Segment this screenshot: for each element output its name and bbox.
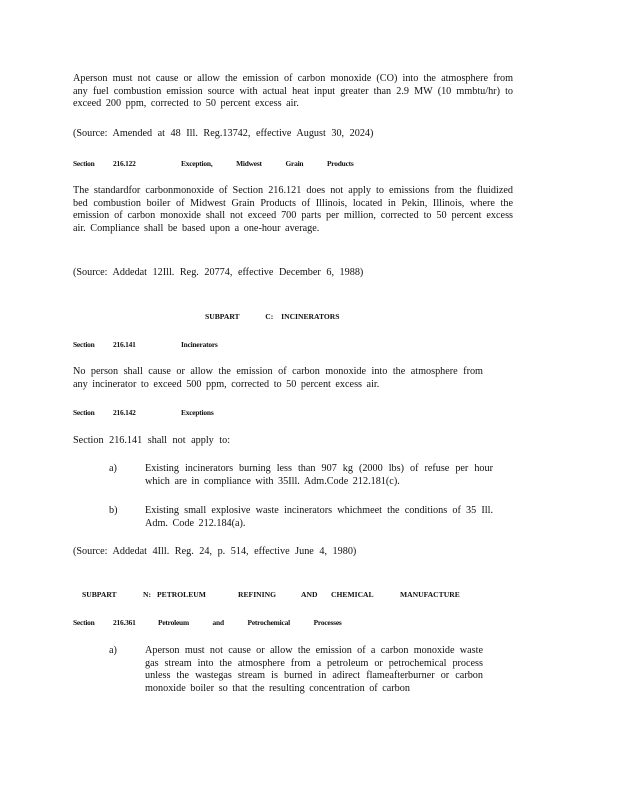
section-title: Petroleum and Petrochemical Processes (158, 618, 342, 627)
section-title: Exceptions (181, 408, 214, 417)
list-item-text-b: Existing small explosive waste incinerators whichmeet the conditions of 35 Ill. Adm. Code 212.184(a). (145, 505, 493, 529)
subpart-letter: C: (265, 312, 274, 321)
subpart-c-heading (205, 312, 340, 321)
paragraph-not-apply: Section 216.141 shall not apply to: (73, 435, 231, 446)
subpart-title: INCINERATORS (281, 312, 340, 321)
section-number: 216.361 (113, 618, 136, 627)
section-number: 216.122 (113, 159, 136, 168)
section-number: 216.141 (113, 340, 136, 349)
list-item-label-361a: a) (109, 645, 117, 656)
subpart-n-heading (82, 590, 460, 599)
subpart-letter: N: (143, 590, 152, 599)
subpart-title-word: CHEMICAL (331, 590, 374, 599)
section-heading-216-141 (73, 340, 218, 349)
subpart-label: SUBPART (205, 312, 240, 321)
source-note-added-1980: (Source: Addedat 4Ill. Reg. 24, p. 514, effective June 4, 1980) (73, 546, 357, 557)
subpart-label: SUBPART (82, 590, 117, 599)
paragraph-co-emission-limit: Aperson must not cause or allow the emission of carbon monoxide (CO) into the atmosphere from any fuel combustion emission source with actual heat input greater than 2.9 MW (10 mmbtu/hr) to exceed 200 ppm, corrected to 50 percent excess air. (73, 73, 513, 110)
section-number: 216.142 (113, 408, 136, 417)
section-title: Incinerators (181, 340, 218, 349)
section-label: Section (73, 408, 95, 417)
list-item-text-a: Existing incinerators burning less than 907 kg (2000 lbs) of refuse per hour which are in compliance with 35Ill. Adm.Code 212.181(c). (145, 463, 493, 487)
section-label: Section (73, 159, 95, 168)
section-label: Section (73, 618, 95, 627)
section-heading-216-361 (73, 618, 342, 627)
subpart-title-word: MANUFACTURE (400, 590, 460, 599)
paragraph-midwest-grain-exception: The standardfor carbonmonoxide of Section 216.121 does not apply to emissions from the fluidized bed combustion boiler of Midwest Grain Products of Illinois, located in Pekin, Illinois, where the emission of carbon monoxide shall not exceed 700 parts per million, corrected to 50 percent excess air. Compliance shall be based upon a one-hour average. (73, 185, 513, 234)
list-item-label-b: b) (109, 505, 118, 516)
section-title: Exception, Midwest Grain Products (181, 159, 354, 168)
list-item-label-a: a) (109, 463, 117, 474)
source-note-amended: (Source: Amended at 48 Ill. Reg.13742, effective August 30, 2024) (73, 128, 374, 139)
source-note-added-1988: (Source: Addedat 12Ill. Reg. 20774, effective December 6, 1988) (73, 267, 364, 278)
section-label: Section (73, 340, 95, 349)
subpart-title-word: PETROLEUM (157, 590, 206, 599)
section-heading-216-142 (73, 408, 214, 417)
subpart-title-word: AND (301, 590, 318, 599)
subpart-title-word: REFINING (238, 590, 276, 599)
section-heading-216-122 (73, 159, 354, 168)
paragraph-incinerator-limit: No person shall cause or allow the emission of carbon monoxide into the atmosphere from any incinerator to exceed 500 ppm, corrected to 50 percent excess air. (73, 366, 483, 390)
list-item-text-361a: Aperson must not cause or allow the emission of a carbon monoxide waste gas stream into the atmosphere from a petroleum or petrochemical process unless the wastegas stream is burned in adirect flameafterburner or carbon monoxide boiler so that the resulting concentration of carbon (145, 645, 483, 694)
